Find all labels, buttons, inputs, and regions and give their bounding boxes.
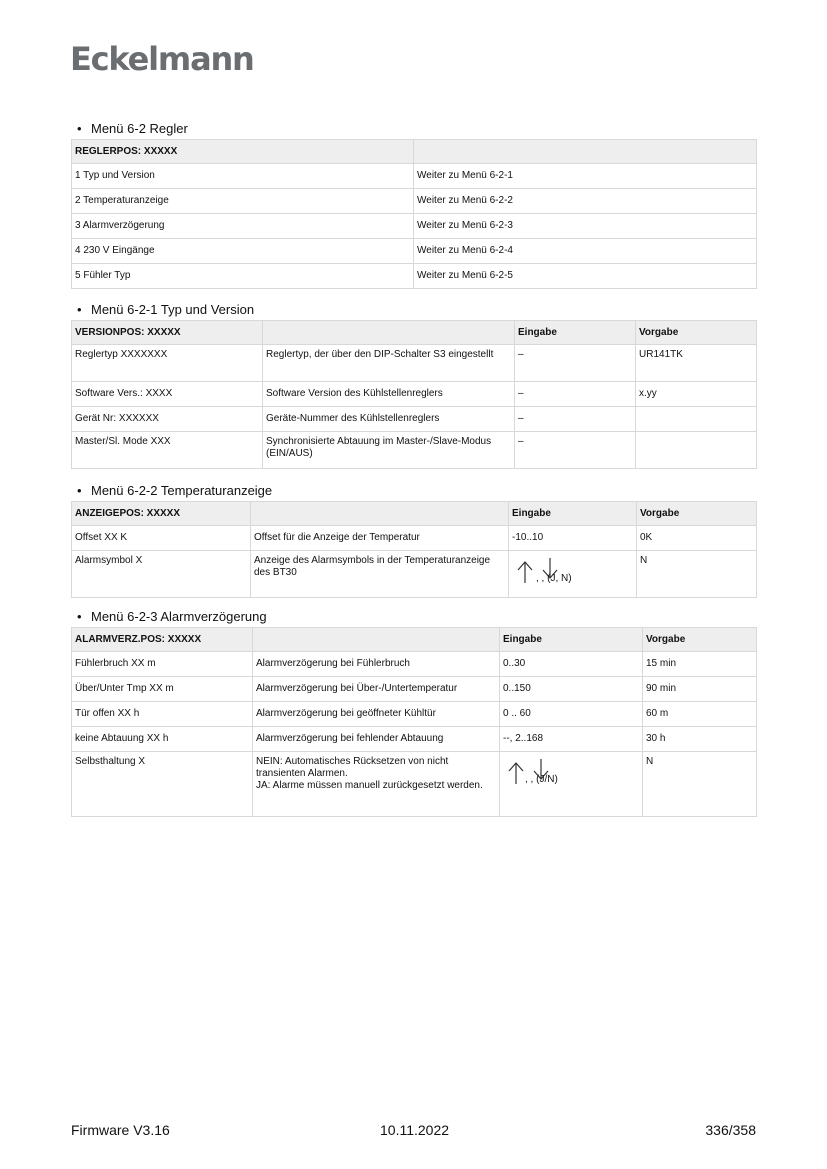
desc-cell: Reglertyp, der über den DIP-Schalter S3 eingestellt xyxy=(263,345,515,382)
default-cell xyxy=(636,432,757,469)
header-cell: Eingabe xyxy=(500,628,643,652)
header-cell xyxy=(251,502,509,526)
eckelmann-logo: Eckelmann xyxy=(70,40,254,78)
menu-link: Weiter zu Menü 6-2-2 xyxy=(414,189,757,214)
version-table xyxy=(71,320,757,469)
alarm-table xyxy=(71,627,757,817)
param-cell: Software Vers.: XXXX xyxy=(72,382,263,407)
desc-cell: Software Version des Kühlstellenreglers xyxy=(263,382,515,407)
desc-cell: Offset für die Anzeige der Temperatur xyxy=(251,526,509,551)
section-title: • Menü 6-2 Regler xyxy=(77,121,188,136)
param-cell: Alarmsymbol X xyxy=(72,551,251,598)
desc-cell: Geräte-Nummer des Kühlstellenreglers xyxy=(263,407,515,432)
param-cell: Gerät Nr: XXXXXX xyxy=(72,407,263,432)
footer-page-number: 336/358 xyxy=(705,1122,756,1138)
default-cell: 90 min xyxy=(643,677,757,702)
table-row xyxy=(72,189,757,214)
section-version xyxy=(71,301,756,469)
param-cell: keine Abtauung XX h xyxy=(72,727,253,752)
table-row xyxy=(72,702,757,727)
input-cell: – xyxy=(515,432,636,469)
desc-cell: Alarmverzögerung bei fehlender Abtauung xyxy=(253,727,500,752)
table-row xyxy=(72,727,757,752)
default-cell: 0K xyxy=(637,526,757,551)
param-cell: Fühlerbruch XX m xyxy=(72,652,253,677)
header-cell: REGLERPOS: XXXXX xyxy=(72,140,414,164)
param-cell: Über/Unter Tmp XX m xyxy=(72,677,253,702)
table-row xyxy=(72,752,757,817)
menu-entry: 3 Alarmverzögerung xyxy=(72,214,414,239)
menu-link: Weiter zu Menü 6-2-5 xyxy=(414,264,757,289)
desc-cell: Synchronisierte Abtauung im Master-/Slave-Modus (EIN/AUS) xyxy=(263,432,515,469)
header-cell: ANZEIGEPOS: XXXXX xyxy=(72,502,251,526)
input-cell: 0 .. 60 xyxy=(500,702,643,727)
footer-date: 10.11.2022 xyxy=(380,1122,450,1138)
desc-cell: NEIN: Automatisches Rücksetzen von nicht transienten Alarmen. JA: Alarme müssen manuell zurückgesetzt werden. xyxy=(253,752,500,817)
desc-cell: Alarmverzögerung bei geöffneter Kühltür xyxy=(253,702,500,727)
section-title: • Menü 6-2-2 Temperaturanzeige xyxy=(77,483,273,498)
table-row xyxy=(72,239,757,264)
default-cell: UR141TK xyxy=(636,345,757,382)
table-row xyxy=(72,526,757,551)
header-cell xyxy=(253,628,500,652)
param-cell: Reglertyp XXXXXXX xyxy=(72,345,263,382)
desc-cell: Anzeige des Alarmsymbols in der Temperaturanzeige des BT30 xyxy=(251,551,509,598)
section-anzeige xyxy=(71,482,756,598)
default-cell: N xyxy=(637,551,757,598)
menu-link: Weiter zu Menü 6-2-3 xyxy=(414,214,757,239)
table-row xyxy=(72,652,757,677)
input-cell: – xyxy=(515,345,636,382)
regler-table xyxy=(71,139,757,289)
default-cell: N xyxy=(643,752,757,817)
table-header-row xyxy=(72,321,757,345)
table-row xyxy=(72,407,757,432)
input-cell: , , (J/N) xyxy=(500,752,643,817)
header-cell: VERSIONPOS: XXXXX xyxy=(72,321,263,345)
input-cell: 0..30 xyxy=(500,652,643,677)
section-title: • Menü 6-2-1 Typ und Version xyxy=(77,302,255,317)
table-row xyxy=(72,551,757,598)
header-cell: Vorgabe xyxy=(637,502,757,526)
default-cell: 60 m xyxy=(643,702,757,727)
input-cell: -10..10 xyxy=(509,526,637,551)
table-row xyxy=(72,164,757,189)
input-cell: – xyxy=(515,382,636,407)
header-cell: Eingabe xyxy=(509,502,637,526)
table-row xyxy=(72,382,757,407)
table-row xyxy=(72,432,757,469)
header-cell: Eingabe xyxy=(515,321,636,345)
param-cell: Selbsthaltung X xyxy=(72,752,253,817)
table-header-row xyxy=(72,140,757,164)
table-header-row xyxy=(72,502,757,526)
default-cell: 30 h xyxy=(643,727,757,752)
default-cell: x.yy xyxy=(636,382,757,407)
desc-cell: Alarmverzögerung bei Fühlerbruch xyxy=(253,652,500,677)
menu-entry: 4 230 V Eingänge xyxy=(72,239,414,264)
menu-link: Weiter zu Menü 6-2-1 xyxy=(414,164,757,189)
section-title: • Menü 6-2-3 Alarmverzögerung xyxy=(77,609,267,624)
footer-firmware: Firmware V3.16 xyxy=(71,1122,170,1138)
default-cell xyxy=(636,407,757,432)
desc-cell: Alarmverzögerung bei Über-/Untertemperatur xyxy=(253,677,500,702)
header-cell xyxy=(414,140,757,164)
section-alarm xyxy=(71,608,756,817)
param-cell: Offset XX K xyxy=(72,526,251,551)
table-header-row xyxy=(72,628,757,652)
default-cell: 15 min xyxy=(643,652,757,677)
table-row xyxy=(72,214,757,239)
table-row xyxy=(72,345,757,382)
input-cell: 0..150 xyxy=(500,677,643,702)
table-row xyxy=(72,264,757,289)
anzeige-table xyxy=(71,501,757,598)
menu-entry: 2 Temperaturanzeige xyxy=(72,189,414,214)
menu-entry: 5 Fühler Typ xyxy=(72,264,414,289)
menu-link: Weiter zu Menü 6-2-4 xyxy=(414,239,757,264)
input-cell: , , (J, N) xyxy=(509,551,637,598)
param-cell: Tür offen XX h xyxy=(72,702,253,727)
param-cell: Master/Sl. Mode XXX xyxy=(72,432,263,469)
header-cell: Vorgabe xyxy=(643,628,757,652)
header-cell xyxy=(263,321,515,345)
menu-entry: 1 Typ und Version xyxy=(72,164,414,189)
header-cell: ALARMVERZ.POS: XXXXX xyxy=(72,628,253,652)
table-row xyxy=(72,677,757,702)
input-cell: – xyxy=(515,407,636,432)
header-cell: Vorgabe xyxy=(636,321,757,345)
section-regler xyxy=(71,120,756,289)
input-cell: --, 2..168 xyxy=(500,727,643,752)
